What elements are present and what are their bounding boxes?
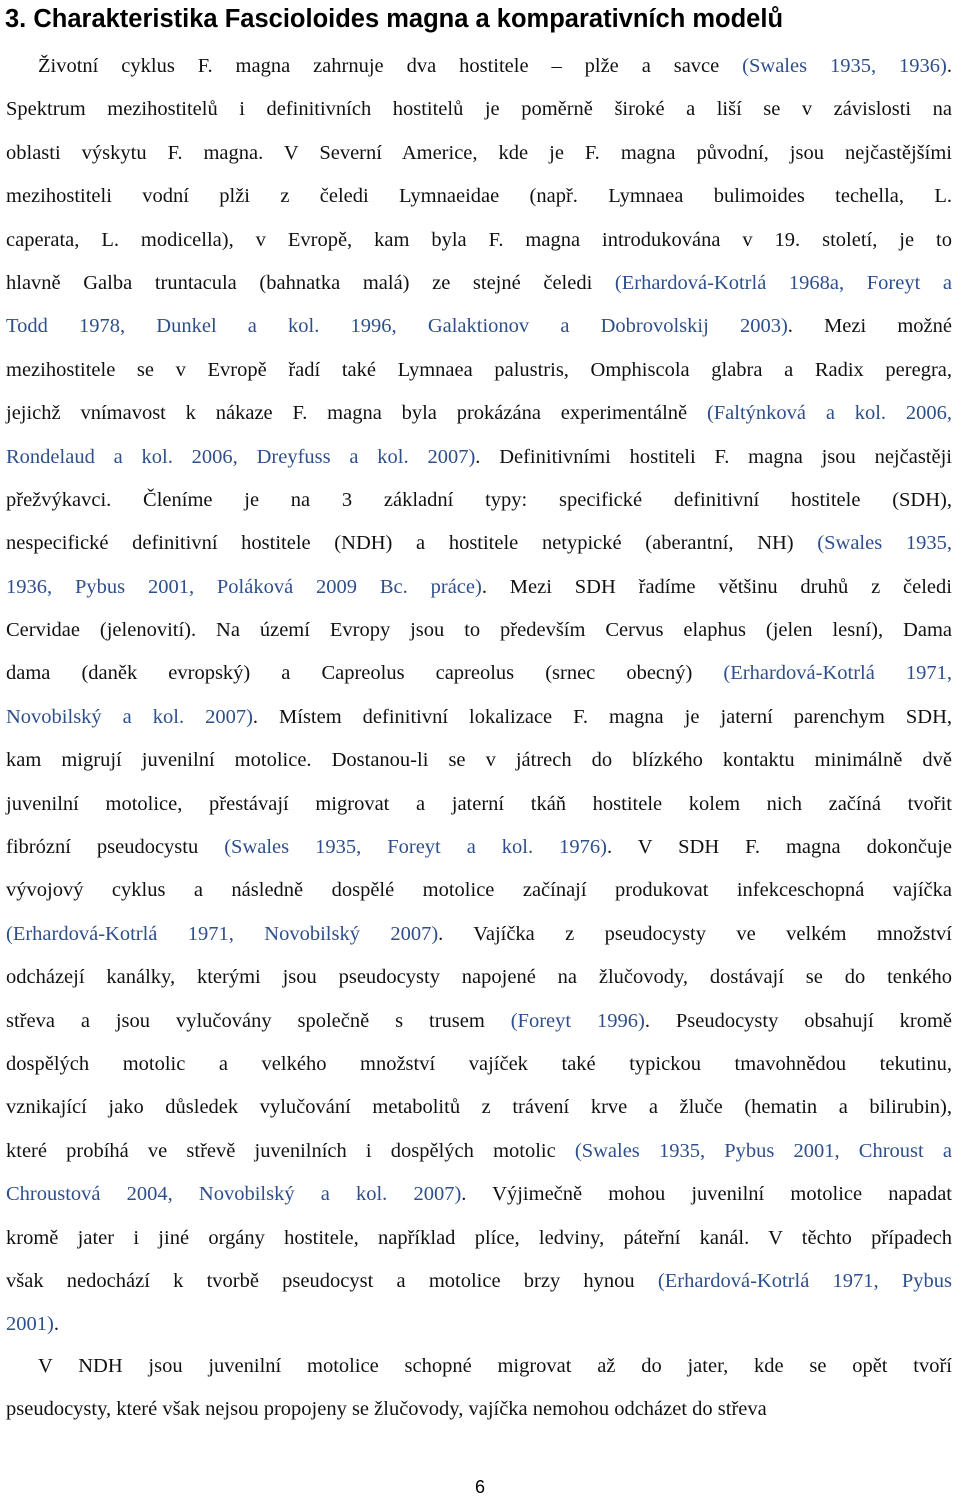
text-segment: jejichž vnímavost k nákaze F. magna byla prokázána experimentálně bbox=[6, 402, 707, 425]
text-line bbox=[0, 783, 952, 826]
page-number: 6 bbox=[474, 1477, 485, 1497]
text-line bbox=[0, 869, 952, 912]
text-line bbox=[0, 1260, 952, 1303]
text-segment: střeva a jsou vylučovány společně s trusem bbox=[6, 1009, 511, 1032]
text-line bbox=[0, 1130, 952, 1173]
text-segment: vznikající jako důsledek vylučování metabolitů z trávení krve a žluče (hematin a bilirubin), bbox=[6, 1096, 952, 1119]
text-line bbox=[0, 609, 952, 652]
body-paragraph-2 bbox=[0, 1345, 952, 1432]
text-segment: . Definitivními hostiteli F. magna jsou nejčastěji bbox=[475, 445, 952, 468]
citation-link[interactable]: (Erhardová-Kotrlá 1971, Pybus bbox=[657, 1269, 952, 1292]
citation-link[interactable]: 1936, Pybus 2001, Poláková 2009 Bc. práce) bbox=[6, 575, 482, 598]
text-line bbox=[0, 219, 952, 262]
text-line bbox=[0, 1217, 952, 1260]
text-line bbox=[0, 1303, 952, 1346]
text-line bbox=[0, 1086, 952, 1129]
text-line bbox=[0, 522, 952, 565]
text-line bbox=[0, 436, 952, 479]
text-segment: . Místem definitivní lokalizace F. magna je jaterní parenchym SDH, bbox=[252, 705, 952, 728]
text-segment: fibrózní pseudocystu bbox=[6, 836, 225, 859]
text-segment: kam migrují juvenilní motolice. Dostanou-li se v játrech do blízkého kontaktu minimálně dvě bbox=[6, 749, 952, 772]
text-segment: přežvýkavci. Členíme je na 3 základní typy: specifické definitivní hostitele (SDH), bbox=[6, 488, 952, 511]
text-segment: odcházejí kanálky, kterými jsou pseudocysty napojené na žlučovody, dostávají se do tenkého bbox=[6, 966, 952, 989]
text-segment: dospělých motolic a velkého množství vajíček také typickou tmavohnědou tekutinu, bbox=[6, 1052, 952, 1075]
citation-link[interactable]: (Swales 1935, Pybus 2001, Chroust a bbox=[574, 1139, 952, 1162]
text-line bbox=[0, 1345, 952, 1388]
citation-link[interactable]: (Foreyt 1996) bbox=[510, 1009, 645, 1032]
text-segment: kromě jater i jiné orgány hostitele, například plíce, ledviny, páteřní kanál. V těchto případech bbox=[6, 1226, 952, 1249]
text-segment: . Vajíčka z pseudocysty ve velkém množství bbox=[438, 922, 952, 945]
text-line bbox=[0, 392, 952, 435]
text-segment: nespecifické definitivní hostitele (NDH) a hostitele netypické (aberantní, NH) bbox=[6, 532, 818, 555]
text-line bbox=[0, 913, 952, 956]
text-line bbox=[0, 262, 952, 305]
text-line bbox=[0, 739, 952, 782]
text-line bbox=[0, 349, 952, 392]
citation-link[interactable]: 2001) bbox=[6, 1313, 54, 1336]
citation-link[interactable]: Rondelaud a kol. 2006, Dreyfuss a kol. 2007) bbox=[6, 445, 476, 468]
text-line bbox=[0, 1388, 952, 1431]
text-line bbox=[0, 1000, 952, 1043]
text-line bbox=[0, 305, 952, 348]
text-line bbox=[0, 132, 952, 175]
text-segment: Cervidae (jelenovití). Na území Evropy jsou to především Cervus elaphus (jelen lesní), Dama bbox=[6, 619, 952, 642]
citation-link[interactable]: Chroustová 2004, Novobilský a kol. 2007) bbox=[6, 1183, 462, 1206]
text-segment: . Pseudocysty obsahují kromě bbox=[644, 1009, 952, 1032]
text-segment: juvenilní motolice, přestávají migrovat a jaterní tkáň hostitele kolem nich začíná tvořit bbox=[6, 792, 952, 815]
text-segment: . bbox=[946, 55, 952, 77]
text-segment: však nedochází k tvorbě pseudocyst a motolice brzy hynou bbox=[6, 1269, 658, 1292]
citation-link[interactable]: Todd 1978, Dunkel a kol. 1996, Galaktionov a Dobrovolskij 2003) bbox=[6, 315, 788, 338]
text-segment: hlavně Galba truntacula (bahnatka malá) ze stejné čeledi bbox=[6, 271, 615, 294]
text-line bbox=[0, 45, 952, 88]
text-segment: pseudocysty, které však nejsou propojeny se žlučovody, vajíčka nemohou odcházet do střeva bbox=[6, 1398, 767, 1421]
citation-link[interactable]: (Swales 1935, 1936) bbox=[742, 55, 947, 77]
text-segment: Spektrum mezihostitelů i definitivních hostitelů je poměrně široké a liší se v závislosti na bbox=[6, 98, 952, 121]
text-segment: . Mezi SDH řadíme většinu druhů z čeledi bbox=[481, 575, 952, 598]
text-line bbox=[0, 566, 952, 609]
citation-link[interactable]: (Faltýnková a kol. 2006, bbox=[706, 402, 952, 425]
citation-link[interactable]: (Erhardová-Kotrlá 1971, bbox=[723, 662, 952, 685]
text-segment: . V SDH F. magna dokončuje bbox=[606, 836, 952, 859]
text-segment: mezihostitele se v Evropě řadí také Lymnaea palustris, Omphiscola glabra a Radix peregra, bbox=[6, 358, 952, 381]
citation-link[interactable]: Novobilský a kol. 2007) bbox=[6, 705, 253, 728]
text-segment: . Výjimečně mohou juvenilní motolice napadat bbox=[461, 1183, 952, 1206]
text-segment: Životní cyklus F. magna zahrnuje dva hostitele – plže a savce bbox=[38, 55, 743, 77]
text-line bbox=[0, 826, 952, 869]
text-line bbox=[0, 652, 952, 695]
text-line bbox=[0, 88, 952, 131]
text-segment: . Mezi možné bbox=[787, 315, 952, 338]
body-paragraph-1 bbox=[0, 45, 952, 1347]
text-line bbox=[0, 696, 952, 739]
citation-link[interactable]: (Swales 1935, bbox=[817, 532, 952, 555]
text-segment: caperata, L. modicella), v Evropě, kam byla F. magna introdukována v 19. století, je to bbox=[6, 228, 952, 251]
section-heading: 3. Charakteristika Fascioloides magna a komparativních modelů bbox=[5, 5, 784, 33]
citation-link[interactable]: (Swales 1935, Foreyt a kol. 1976) bbox=[224, 836, 607, 859]
citation-link[interactable]: (Erhardová-Kotrlá 1971, Novobilský 2007) bbox=[6, 922, 439, 945]
citation-link[interactable]: (Erhardová-Kotrlá 1968a, Foreyt a bbox=[614, 271, 952, 294]
text-line bbox=[0, 956, 952, 999]
text-line bbox=[0, 1043, 952, 1086]
text-segment: které probíhá ve střevě juvenilních i dospělých motolic bbox=[6, 1139, 575, 1162]
text-segment: mezihostiteli vodní plži z čeledi Lymnaeidae (např. Lymnaea bulimoides techella, L. bbox=[6, 185, 952, 208]
text-line bbox=[0, 479, 952, 522]
text-line bbox=[0, 175, 952, 218]
text-segment: oblasti výskytu F. magna. V Severní Americe, kde je F. magna původní, jsou nejčastějšími bbox=[6, 141, 952, 164]
text-segment: dama (daněk evropský) a Capreolus capreolus (srnec obecný) bbox=[6, 662, 724, 685]
text-segment: vývojový cyklus a následně dospělé motolice začínají produkovat infekceschopná vajíčka bbox=[6, 879, 952, 902]
text-segment: . bbox=[53, 1313, 59, 1336]
text-segment: V NDH jsou juvenilní motolice schopné migrovat až do jater, kde se opět tvoří bbox=[38, 1355, 952, 1377]
text-line bbox=[0, 1173, 952, 1216]
